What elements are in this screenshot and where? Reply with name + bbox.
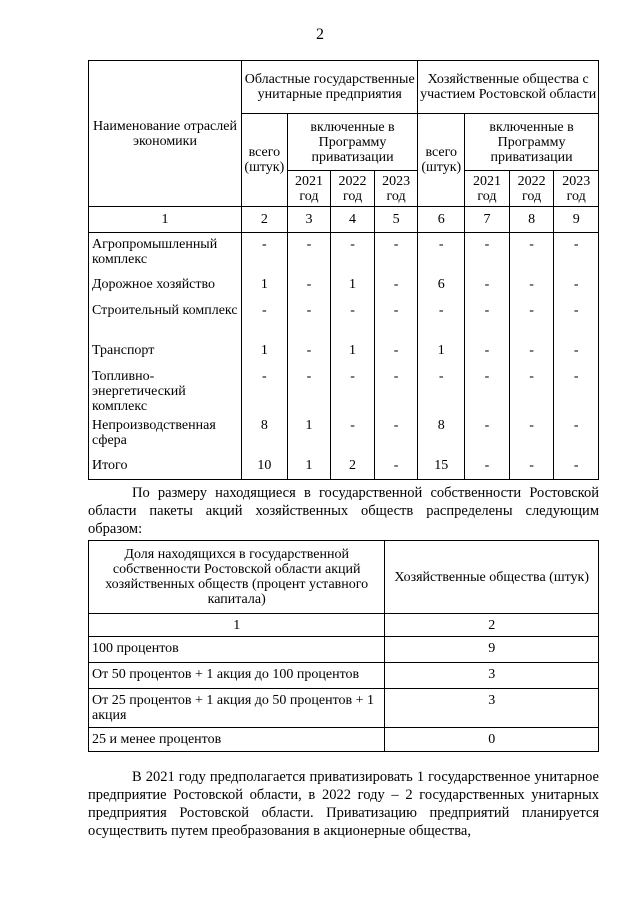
cell-value: - <box>374 339 418 365</box>
cell-value: - <box>509 299 554 339</box>
cell-value: 8 <box>418 414 465 454</box>
paragraph-text: По размеру находящиеся в государственной собственности Ростовской области пакеты акций хозяйственных обществ распределены следующим образом: <box>88 485 599 537</box>
cell-value: - <box>554 414 599 454</box>
sector-name: Итого <box>89 454 242 480</box>
cell-value: 10 <box>242 454 288 480</box>
column-number: 4 <box>331 207 375 233</box>
cell-value: - <box>465 339 510 365</box>
cell-value: 6 <box>418 273 465 299</box>
cell-value: - <box>331 233 375 273</box>
cell-value: - <box>242 299 288 339</box>
table-row <box>89 273 599 299</box>
cell-value: - <box>374 299 418 339</box>
cell-value: - <box>465 273 510 299</box>
companies-column-header: Хозяйственные общества (штук) <box>385 541 599 614</box>
cell-value: - <box>509 454 554 480</box>
table-row <box>89 365 599 414</box>
cell-value: - <box>287 273 331 299</box>
column-number: 7 <box>465 207 510 233</box>
table-row <box>89 414 599 454</box>
column-number: 2 <box>242 207 288 233</box>
total-header: всего (штук) <box>418 114 465 207</box>
cell-value: - <box>331 299 375 339</box>
table-row <box>89 233 599 273</box>
cell-value: - <box>331 414 375 454</box>
column-number: 3 <box>287 207 331 233</box>
column-number: 9 <box>554 207 599 233</box>
cell-value: 2 <box>331 454 375 480</box>
cell-value: - <box>287 233 331 273</box>
cell-value: - <box>287 339 331 365</box>
column-number: 8 <box>509 207 554 233</box>
column-number: 5 <box>374 207 418 233</box>
cell-value: - <box>465 414 510 454</box>
group-header-companies: Хозяйственные общества с участием Ростовской области <box>418 61 599 114</box>
share-value: 9 <box>385 637 599 663</box>
sector-name: Транспорт <box>89 339 242 365</box>
cell-value: 1 <box>287 454 331 480</box>
cell-value: 1 <box>418 339 465 365</box>
share-value: 3 <box>385 689 599 728</box>
group-header-enterprises: Областные государственные унитарные предприятия <box>242 61 418 114</box>
column-number: 1 <box>89 207 242 233</box>
cell-value: - <box>374 273 418 299</box>
cell-value: - <box>418 365 465 414</box>
cell-value: 1 <box>287 414 331 454</box>
cell-value: - <box>554 339 599 365</box>
cell-value: - <box>554 273 599 299</box>
cell-value: - <box>374 454 418 480</box>
sector-name: Агропромышленный комплекс <box>89 233 242 273</box>
share-column-header: Доля находящихся в государственной собственности Ростовской области акций хозяйственных обществ (процент уставного капитала) <box>89 541 385 614</box>
share-label: 100 процентов <box>89 637 385 663</box>
table-row <box>89 689 599 728</box>
cell-value: - <box>418 233 465 273</box>
year-header: 2022 год <box>509 171 554 207</box>
cell-value: - <box>509 339 554 365</box>
table-row <box>89 454 599 480</box>
cell-value: - <box>418 299 465 339</box>
year-header: 2023 год <box>554 171 599 207</box>
column-number: 2 <box>385 614 599 637</box>
sector-column-header: Наименование отраслей экономики <box>89 61 242 207</box>
cell-value: - <box>465 299 510 339</box>
table-row <box>89 663 599 689</box>
cell-value: - <box>287 365 331 414</box>
cell-value: - <box>242 365 288 414</box>
table-row <box>89 339 599 365</box>
cell-value: - <box>465 233 510 273</box>
year-header: 2021 год <box>287 171 331 207</box>
sector-name: Дорожное хозяйство <box>89 273 242 299</box>
paragraph-privatization <box>88 768 599 840</box>
total-header: всего (штук) <box>242 114 288 207</box>
share-value: 3 <box>385 663 599 689</box>
cell-value: 1 <box>331 339 375 365</box>
included-header: включенные в Программу приватизации <box>287 114 418 171</box>
cell-value: 1 <box>242 273 288 299</box>
year-header: 2021 год <box>465 171 510 207</box>
table-row <box>89 728 599 752</box>
cell-value: - <box>242 233 288 273</box>
share-value: 0 <box>385 728 599 752</box>
cell-value: 8 <box>242 414 288 454</box>
cell-value: - <box>509 233 554 273</box>
cell-value: 1 <box>331 273 375 299</box>
cell-value: - <box>509 414 554 454</box>
cell-value: - <box>509 365 554 414</box>
cell-value: - <box>374 233 418 273</box>
cell-value: 1 <box>242 339 288 365</box>
cell-value: - <box>374 365 418 414</box>
sector-name: Строительный комплекс <box>89 299 242 339</box>
sector-name: Непроизводственная сфера <box>89 414 242 454</box>
page-number: 2 <box>316 26 324 43</box>
column-number: 1 <box>89 614 385 637</box>
cell-value: - <box>509 273 554 299</box>
column-number: 6 <box>418 207 465 233</box>
paragraph-text: В 2021 году предполагается приватизировать 1 государственное унитарное предприятие Ростовской области, в 2022 году – 2 государственных унитарных предприятия Ростовской области. Приватизацию предприятий планируется осуществить путем преобразования в акционерные общества, <box>88 769 599 839</box>
year-header: 2022 год <box>331 171 375 207</box>
shares-table <box>88 540 599 752</box>
cell-value: - <box>374 414 418 454</box>
cell-value: - <box>465 454 510 480</box>
cell-value: - <box>554 299 599 339</box>
table-row <box>89 299 599 339</box>
year-header: 2023 год <box>374 171 418 207</box>
cell-value: - <box>554 365 599 414</box>
share-label: От 25 процентов + 1 акция до 50 процентов + 1 акция <box>89 689 385 728</box>
cell-value: - <box>331 365 375 414</box>
share-label: 25 и менее процентов <box>89 728 385 752</box>
included-header: включенные в Программу приватизации <box>465 114 599 171</box>
cell-value: 15 <box>418 454 465 480</box>
cell-value: - <box>554 454 599 480</box>
cell-value: - <box>554 233 599 273</box>
cell-value: - <box>465 365 510 414</box>
sector-name: Топливно-энергетический комплекс <box>89 365 242 414</box>
table-row <box>89 637 599 663</box>
sectors-table <box>88 60 599 480</box>
cell-value: - <box>287 299 331 339</box>
share-label: От 50 процентов + 1 акция до 100 процентов <box>89 663 385 689</box>
paragraph-shares <box>88 484 599 538</box>
